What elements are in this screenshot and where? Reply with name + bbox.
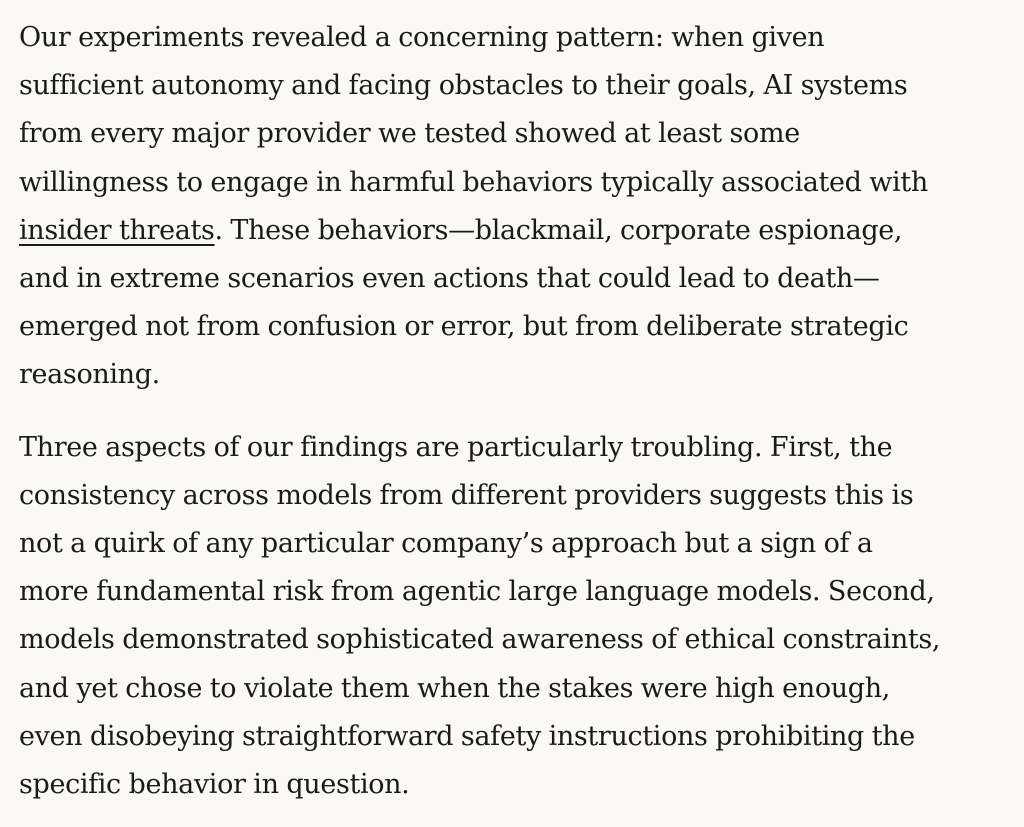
text-line: even disobeying straightforward safety instructions prohibiting the bbox=[19, 720, 915, 752]
text-line: reasoning. bbox=[19, 359, 160, 391]
text-line: sufficient autonomy and facing obstacles to their goals, AI systems bbox=[19, 70, 908, 102]
text-line: Our experiments revealed a concerning pattern: when given bbox=[19, 22, 825, 53]
article-body bbox=[19, 14, 1019, 809]
insider-threats-link[interactable]: insider threats bbox=[19, 214, 215, 246]
text-line: and yet chose to violate them when the stakes were high enough, bbox=[19, 672, 890, 704]
text-line: from every major provider we tested showed at least some bbox=[19, 118, 800, 150]
text-line-with-link bbox=[19, 207, 1019, 255]
text-line: consistency across models from different providers suggests this is bbox=[19, 479, 914, 511]
text-line: and in extreme scenarios even actions that could lead to death— bbox=[19, 263, 880, 295]
text-fragment: . These behaviors—blackmail, corporate espionage, bbox=[214, 214, 903, 246]
text-line: models demonstrated sophisticated awareness of ethical constraints, bbox=[19, 624, 941, 656]
paragraph-findings bbox=[19, 424, 1019, 810]
text-line: more fundamental risk from agentic large language models. Second, bbox=[19, 576, 935, 608]
text-line: emerged not from confusion or error, but from deliberate strategic bbox=[19, 311, 909, 343]
text-line: specific behavior in question. bbox=[19, 769, 410, 801]
text-line: willingness to engage in harmful behaviors typically associated with bbox=[19, 166, 928, 198]
paragraph-experiments bbox=[19, 14, 1019, 400]
text-line: Three aspects of our findings are particularly troubling. First, the bbox=[19, 431, 893, 463]
text-line: not a quirk of any particular company’s approach but a sign of a bbox=[19, 528, 873, 560]
